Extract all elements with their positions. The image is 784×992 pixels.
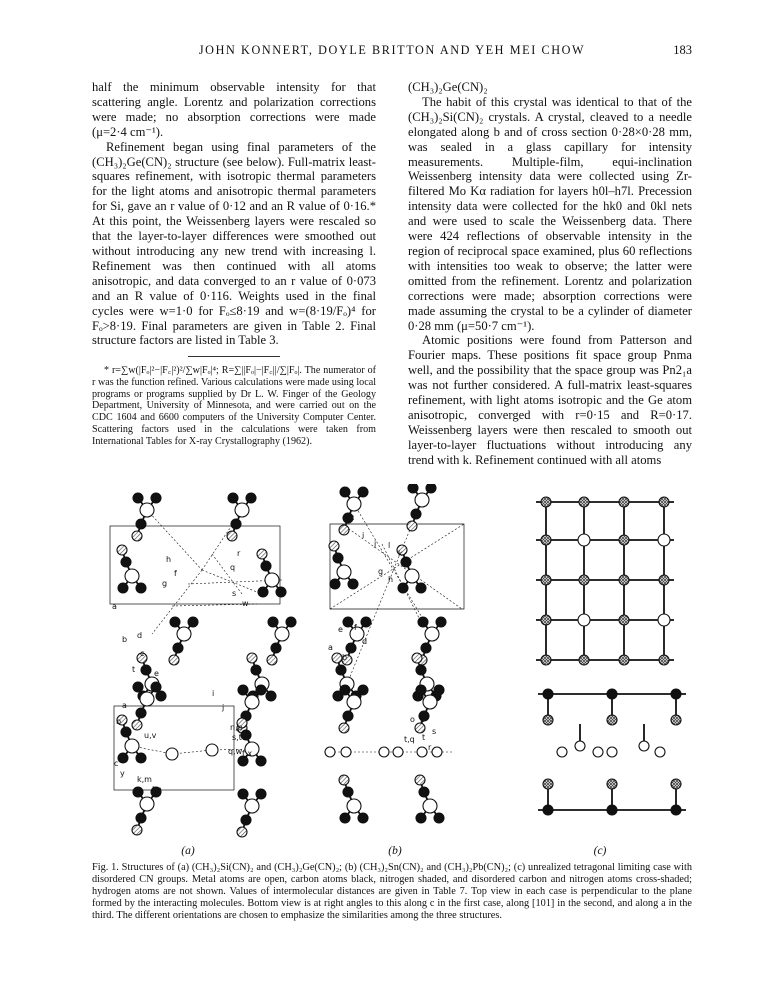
carbon-atom xyxy=(421,643,431,653)
nitrogen-atom xyxy=(169,655,179,665)
left-paragraph-2: Refinement began using final parameters of the (CH₃)₂Ge(CN)₂ structure (see below). Full-matrix least-squares refinement, with isotropic thermal parameters for the light atoms and anisotropic thermal parameters for Si, gave an r value of 0·12 and an R value of 0·16.* At this point, the Weissenberg layers were rescaled so that the layer-to-layer differences were smoothed out without introducing any new trend with increasing l. Refinement was then continued with all atoms anisotropic, and data converged to an r value of 0·073 and an R value of 0·116. Weights used in the final cycles were w=1·0 for Fₒ≤8·19 and w=(8·19/Fₒ)⁴ for Fₒ>8·19. Final parameters are given in Table 2. Final structure factors are listed in Table 3. xyxy=(92,139,376,348)
disorder-atom xyxy=(659,497,669,507)
metal-atom xyxy=(423,695,437,709)
carbon-atom xyxy=(358,813,368,823)
atom-label-b: i xyxy=(362,531,365,540)
metal-atom xyxy=(140,797,154,811)
metal-atom xyxy=(337,565,351,579)
metal-atom xyxy=(235,503,249,517)
nitrogen-atom xyxy=(227,531,237,541)
atom-label-b: p xyxy=(420,715,426,724)
page-number: 183 xyxy=(673,43,692,57)
atom-label-a: a xyxy=(122,701,127,710)
metal-atom xyxy=(607,747,617,757)
disorder-atom xyxy=(541,655,551,665)
metal-atom xyxy=(347,799,361,813)
metal-atom xyxy=(379,747,389,757)
left-column xyxy=(92,80,376,447)
carbon-atom xyxy=(330,579,340,589)
structure-diagrams xyxy=(92,484,692,840)
nitrogen-atom xyxy=(415,775,425,785)
atom-label-a: s xyxy=(232,589,237,598)
carbon-atom xyxy=(607,689,617,699)
contact xyxy=(342,524,462,609)
metal-atom xyxy=(206,744,218,756)
carbon-atom xyxy=(361,617,371,627)
carbon-atom xyxy=(343,787,353,797)
right-paragraph-1: The habit of this crystal was identical to that of the (CH₃)₂Si(CN)₂ crystals. A crystal, cleaved to a needle elongated along b and of cross section 0·28×0·28 mm, was sealed in a glass capillary for intensity measurements. Multiple-film, equi-inclination Weissenberg intensity data were collected using Zr-filtered Mo Kα radiation for layers h0l–h7l. Precession intensity data were collected for the hk0 and 0kl nets and were used to scale the Weissenberg data. There were 424 reflections of observable intensity in the region of reciprocal space examined, plus 60 reflections with intensities too weak to observe; the latter were omitted from the refinement. Lorentz and polarization corrections were made; absorption corrections were made assuming the crystal to be a cylinder of diameter 0·28 mm (μ=50·7 cm⁻¹). xyxy=(408,94,692,333)
disorder-atom xyxy=(607,715,617,725)
panel-label-a: (a) xyxy=(181,845,195,857)
contact xyxy=(147,510,202,570)
contact xyxy=(354,504,432,634)
carbon-atom xyxy=(543,805,553,815)
carbon-atom xyxy=(419,787,429,797)
nitrogen-atom xyxy=(132,531,142,541)
metal-atom xyxy=(393,747,403,757)
carbon-atom xyxy=(436,617,446,627)
carbon-atom xyxy=(188,617,198,627)
carbon-atom xyxy=(340,487,350,497)
carbon-atom xyxy=(231,519,241,529)
running-head xyxy=(92,43,692,61)
carbon-atom xyxy=(133,493,143,503)
atom-label-b: t xyxy=(422,733,426,742)
atom-label-a: k,m xyxy=(137,775,152,784)
atom-label-b: s xyxy=(432,727,437,736)
carbon-atom xyxy=(246,493,256,503)
metal-atom xyxy=(578,614,590,626)
footnote-rule xyxy=(188,356,280,357)
metal-atom xyxy=(432,747,442,757)
panel-label-c: (c) xyxy=(593,845,607,857)
carbon-atom xyxy=(238,685,248,695)
atom-label-b: g xyxy=(378,567,384,576)
atom-label-a: f xyxy=(174,569,177,578)
metal-atom xyxy=(125,569,139,583)
carbon-atom xyxy=(241,815,251,825)
disorder-atom xyxy=(619,655,629,665)
atom-label-a: b xyxy=(122,635,128,644)
carbon-atom xyxy=(141,665,151,675)
panel-label-b: (b) xyxy=(388,845,402,857)
nitrogen-atom xyxy=(132,720,142,730)
disorder-atom xyxy=(541,615,551,625)
metal-atom xyxy=(658,534,670,546)
metal-atom xyxy=(639,741,649,751)
metal-atom xyxy=(341,747,351,757)
metal-atom xyxy=(415,493,429,507)
nitrogen-atom xyxy=(237,827,247,837)
figure-caption: Fig. 1. Structures of (a) (CH₃)₂Si(CN)₂ and (CH₃)₂Ge(CN)₂; (b) (CH₃)₂Sn(CN)₂ and (CH₃)₂Pb(CN)₂; (c) unrealized tetragonal limiting case with disordered CN groups. Metal atoms are open, carbon atoms black, nitrogen shaded, and disordered carbon and nitrogen atoms cross-shaded; hydrogen atoms are not shown. Values of intermolecular distances are given in Table 7. Top view in each case is perpendicular to the plane formed by the interacting molecules. Bottom view is at right angles to this along c in the first case, along [101] in the second, and along a in the third. The different orientations are chosen to emphasize the similarities among the three structures. xyxy=(92,862,692,922)
carbon-atom xyxy=(133,787,143,797)
section-heading: (CH₃)₂Ge(CN)₂ xyxy=(408,80,488,94)
carbon-atom xyxy=(268,617,278,627)
carbon-atom xyxy=(266,691,276,701)
atom-label-b: f xyxy=(354,623,357,632)
metal-atom xyxy=(425,627,439,641)
carbon-atom xyxy=(346,643,356,653)
nitrogen-atom xyxy=(339,723,349,733)
carbon-atom xyxy=(411,509,421,519)
atom-label-b: r xyxy=(428,743,432,752)
disorder-atom xyxy=(607,779,617,789)
metal-atom xyxy=(578,534,590,546)
carbon-atom xyxy=(348,579,358,589)
carbon-atom xyxy=(228,493,238,503)
metal-atom xyxy=(166,748,178,760)
atom-label-b: c xyxy=(350,513,355,522)
structure-figure xyxy=(92,484,692,840)
metal-atom xyxy=(265,573,279,587)
carbon-atom xyxy=(118,753,128,763)
carbon-atom xyxy=(271,643,281,653)
metal-atom xyxy=(655,747,665,757)
carbon-atom xyxy=(343,711,353,721)
carbon-atom xyxy=(340,685,350,695)
nitrogen-atom xyxy=(412,653,422,663)
nitrogen-atom xyxy=(257,549,267,559)
nitrogen-atom xyxy=(332,653,342,663)
carbon-atom xyxy=(258,587,268,597)
atom-label-a: q xyxy=(230,563,236,572)
carbon-atom xyxy=(121,557,131,567)
nitrogen-atom xyxy=(339,525,349,535)
atom-label-a: j xyxy=(222,703,225,712)
metal-atom xyxy=(593,747,603,757)
carbon-atom xyxy=(434,685,444,695)
atom-label-a: i xyxy=(212,689,215,698)
nitrogen-atom xyxy=(132,825,142,835)
carbon-atom xyxy=(136,583,146,593)
atom-label-a: n,p xyxy=(230,723,243,732)
right-column xyxy=(408,80,692,468)
metal-atom xyxy=(140,503,154,517)
carbon-atom xyxy=(343,617,353,627)
right-paragraph-2: Atomic positions were found from Patterson and Fourier maps. These positions fit space group Pnma well, and the possibility that the space group was Pn2₁a was not further considered. A full-matrix least-squares refinement, with light atoms isotropic and the Ge atom anisotropic, converged with r=0·15 and R=0·17. Weissenberg layers were then rescaled to smooth out layer-to-layer fluctuations without introducing any trend with k. Refinement continued with all atoms xyxy=(408,333,692,467)
carbon-atom xyxy=(671,689,681,699)
carbon-atom xyxy=(607,805,617,815)
footnote-text: * r=∑w(|Fₒ|²−|F꜀|²)²/∑w|Fₒ|⁴; R=∑||Fₒ|−|F꜀||/∑|Fₒ|. The numerator of r was the function refined. Various calculations were made using local programs or programs supplied by Dr L. W. Finger of the Geology Department, University of Minnesota, and were carried out on the CDC 1604 and 6600 computers of the University Computer Center. Scattering factors used in the calculations were taken from International Tables for X-ray Crystallography (1962). xyxy=(92,365,376,447)
metal-atom xyxy=(325,747,335,757)
carbon-atom xyxy=(251,665,261,675)
atom-label-a: f,x xyxy=(242,749,253,758)
carbon-atom xyxy=(416,813,426,823)
atom-label-a: y xyxy=(120,769,125,778)
atom-label-a: a xyxy=(112,602,117,611)
carbon-atom xyxy=(336,665,346,675)
atom-label-a: r xyxy=(237,549,241,558)
carbon-atom xyxy=(256,685,266,695)
carbon-atom xyxy=(416,583,426,593)
metal-atom xyxy=(658,614,670,626)
atom-label-a: w xyxy=(242,599,249,608)
carbon-atom xyxy=(121,727,131,737)
metal-atom xyxy=(125,739,139,753)
metal-atom xyxy=(557,747,567,757)
disorder-atom xyxy=(619,575,629,585)
disorder-atom xyxy=(579,497,589,507)
carbon-atom xyxy=(136,813,146,823)
disorder-atom xyxy=(541,497,551,507)
running-title: JOHN KONNERT, DOYLE BRITTON AND YEH MEI CHOW xyxy=(198,43,586,57)
contact xyxy=(212,554,242,594)
carbon-atom xyxy=(256,789,266,799)
carbon-atom xyxy=(238,789,248,799)
disorder-atom xyxy=(619,497,629,507)
metal-atom xyxy=(140,692,154,706)
atom-label-a: e xyxy=(154,669,159,678)
metal-atom xyxy=(417,747,427,757)
metal-atom xyxy=(347,497,361,511)
atom-label-a: c xyxy=(114,759,119,768)
nitrogen-atom xyxy=(329,541,339,551)
disorder-atom xyxy=(541,535,551,545)
atom-label-b: a xyxy=(328,643,333,652)
carbon-atom xyxy=(286,617,296,627)
carbon-atom xyxy=(156,691,166,701)
carbon-atom xyxy=(136,519,146,529)
carbon-atom xyxy=(416,685,426,695)
atom-label-a: l,n xyxy=(152,785,162,794)
carbon-atom xyxy=(151,682,161,692)
nitrogen-atom xyxy=(339,775,349,785)
nitrogen-atom xyxy=(267,655,277,665)
carbon-atom xyxy=(136,708,146,718)
metal-atom xyxy=(245,695,259,709)
atom-label-b: d xyxy=(362,637,368,646)
atom-label-a: s,t xyxy=(232,733,242,742)
carbon-atom xyxy=(418,617,428,627)
carbon-atom xyxy=(118,583,128,593)
carbon-atom xyxy=(340,813,350,823)
atom-label-a: u,v xyxy=(144,731,157,740)
metal-atom xyxy=(575,741,585,751)
carbon-atom xyxy=(151,493,161,503)
carbon-atom xyxy=(173,643,183,653)
carbon-atom xyxy=(426,484,436,493)
disorder-atom xyxy=(543,715,553,725)
carbon-atom xyxy=(136,753,146,763)
atom-label-a: c xyxy=(140,649,145,658)
disorder-atom xyxy=(659,655,669,665)
metal-atom xyxy=(245,799,259,813)
carbon-atom xyxy=(170,617,180,627)
carbon-atom xyxy=(358,487,368,497)
metal-atom xyxy=(275,627,289,641)
carbon-atom xyxy=(358,685,368,695)
carbon-atom xyxy=(276,587,286,597)
nitrogen-atom xyxy=(415,723,425,733)
atom-label-b: b xyxy=(342,653,348,662)
carbon-atom xyxy=(133,682,143,692)
disorder-atom xyxy=(579,575,589,585)
metal-atom xyxy=(177,627,191,641)
metal-atom xyxy=(347,695,361,709)
atom-label-a: t xyxy=(132,665,136,674)
nitrogen-atom xyxy=(117,545,127,555)
atom-label-b: l xyxy=(388,541,391,550)
atom-label-b: t,q xyxy=(404,735,415,744)
disorder-atom xyxy=(671,715,681,725)
atom-label-a: d xyxy=(137,631,143,640)
disorder-atom xyxy=(671,779,681,789)
disorder-atom xyxy=(541,575,551,585)
atom-label-b: h xyxy=(388,575,394,584)
footnote xyxy=(92,365,376,447)
carbon-atom xyxy=(408,484,418,493)
carbon-atom xyxy=(333,553,343,563)
carbon-atom xyxy=(256,756,266,766)
carbon-atom xyxy=(398,583,408,593)
disorder-atom xyxy=(543,779,553,789)
nitrogen-atom xyxy=(247,653,257,663)
atom-label-b: o xyxy=(410,715,415,724)
atom-label-a: g xyxy=(162,579,168,588)
disorder-atom xyxy=(659,575,669,585)
disorder-atom xyxy=(579,655,589,665)
disorder-atom xyxy=(619,615,629,625)
atom-label-a: b xyxy=(116,717,122,726)
bond-lines xyxy=(122,488,686,832)
nitrogen-atom xyxy=(407,521,417,531)
left-paragraph-1: half the minimum observable intensity for that scattering angle. Lorentz and polarization corrections were made; no absorption corrections were made (μ=2·4 cm⁻¹). xyxy=(92,80,376,139)
metal-atom xyxy=(405,569,419,583)
atom-label-b: k xyxy=(398,549,403,558)
carbon-atom xyxy=(543,689,553,699)
disorder-atom xyxy=(619,535,629,545)
atom-label-b: e xyxy=(338,625,343,634)
carbon-atom xyxy=(434,813,444,823)
metal-atom xyxy=(423,799,437,813)
atom-label-b: j xyxy=(374,539,377,548)
carbon-atom xyxy=(401,557,411,567)
carbon-atom xyxy=(261,561,271,571)
carbon-atom xyxy=(416,665,426,675)
atom-label-a: h xyxy=(166,555,172,564)
carbon-atom xyxy=(671,805,681,815)
atom-label-a: q,w xyxy=(228,747,243,756)
